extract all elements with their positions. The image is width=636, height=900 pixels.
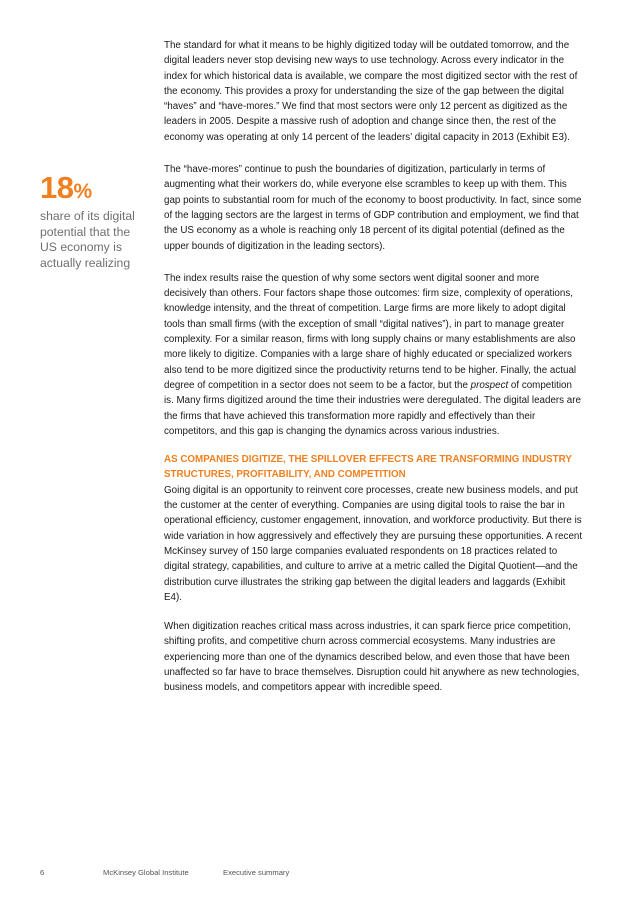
body-paragraph: The “have-mores” continue to push the boundaries of digitization, particularly in terms of augmenting what their workers do, while everyone else scrambles to keep up with them. This gap points to substantial room for much of the economy to boost productivity. In fact, since some of the lagging sectors are the largest in terms of GDP contribution and employment, we find that the US economy as a whole is reaching only 18 percent of its digital potential (defined as the upper bounds of digitization in the leading sectors).: [164, 164, 582, 252]
body-paragraph: [164, 271, 584, 439]
stat-caption: share of its digital potential that the US economy is actually realizing: [40, 209, 135, 271]
publisher-name: McKinsey Global Institute: [103, 868, 189, 877]
section-name: Executive summary: [223, 868, 290, 877]
stat-value: 18: [40, 170, 74, 205]
main-text-column: [164, 38, 584, 711]
section-heading: AS COMPANIES DIGITIZE, THE SPILLOVER EFFECTS ARE TRANSFORMING INDUSTRY STRUCTURES, PROFITABILITY, AND COMPETITION: [164, 454, 572, 481]
body-paragraph: Going digital is an opportunity to reinvent core processes, create new business models, and put the customer at the center of everything. Companies are using digital tools to raise the bar in operational efficiency, customer engagement, innovation, and workforce productivity. But there is wide variation in how aggressively and effectively they are pursuing these opportunities. A recent McKinsey survey of 150 large companies evaluated respondents on 18 practices related to digital strategy, capabilities, and culture to arrive at a metric called the Digital Quotient—and the distribution curve illustrates the striking gap between the digital leaders and laggards (Exhibit E4).: [164, 484, 583, 603]
emphasized-word: prospect: [470, 379, 509, 391]
body-paragraph: When digitization reaches critical mass across industries, it can spark fierce price competition, shifting profits, and competitive churn across commercial ecosystems. Many industries are experiencing more than one of the dynamics described below, and even those that have been unaffected so far have to brace themselves. Disruption could hit anywhere as new technologies, business models, and competitors appear with incredible speed.: [164, 621, 580, 694]
body-paragraph: The standard for what it means to be highly digitized today will be outdated tomorrow, and the digital leaders never stop devising new ways to use technology. Across every indicator in the index for which historical data is available, we compare the most digitized sector with the rest of the economy. This provides a proxy for understanding the size of the gap between the digital “haves” and “have-mores.” We find that most sectors were only 12 percent as digitized as the leaders in 2005. Despite a massive rush of adoption and change since then, the rest of the economy was operating at only 14 percent of the leaders’ digital capacity in 2013 (Exhibit E3).: [164, 40, 578, 143]
page-number: 6: [40, 868, 45, 877]
paragraph-text: The index results raise the question of why some sectors went digital sooner and more decisively than others. Four factors shape those outcomes: firm size, complexity of operations, knowledge intensity, and the threat of competition. Large firms are more likely to adopt digital tools than small firms (with the exception of small “digital natives”), in part to manage greater complexity. For a similar reason, firms with long supply chains or many establishments are also more likely to digitize. Companies with a large share of highly educated or specialized workers also tend to be more digitized since the productivity returns tend to be higher. Finally, the actual degree of competition in a sector does not seem to be a factor, but the: [164, 272, 577, 391]
paragraph-text: of competition is. Many firms digitized around the time their industries were deregulated. The digital leaders are the firms that have achieved this transformation more rapidly and effectively than their competitors, and this gap is changing the dynamics across various industries.: [164, 379, 581, 437]
stat-figure: [40, 172, 150, 208]
sidebar-callout: [40, 172, 150, 272]
stat-unit: %: [73, 180, 92, 203]
